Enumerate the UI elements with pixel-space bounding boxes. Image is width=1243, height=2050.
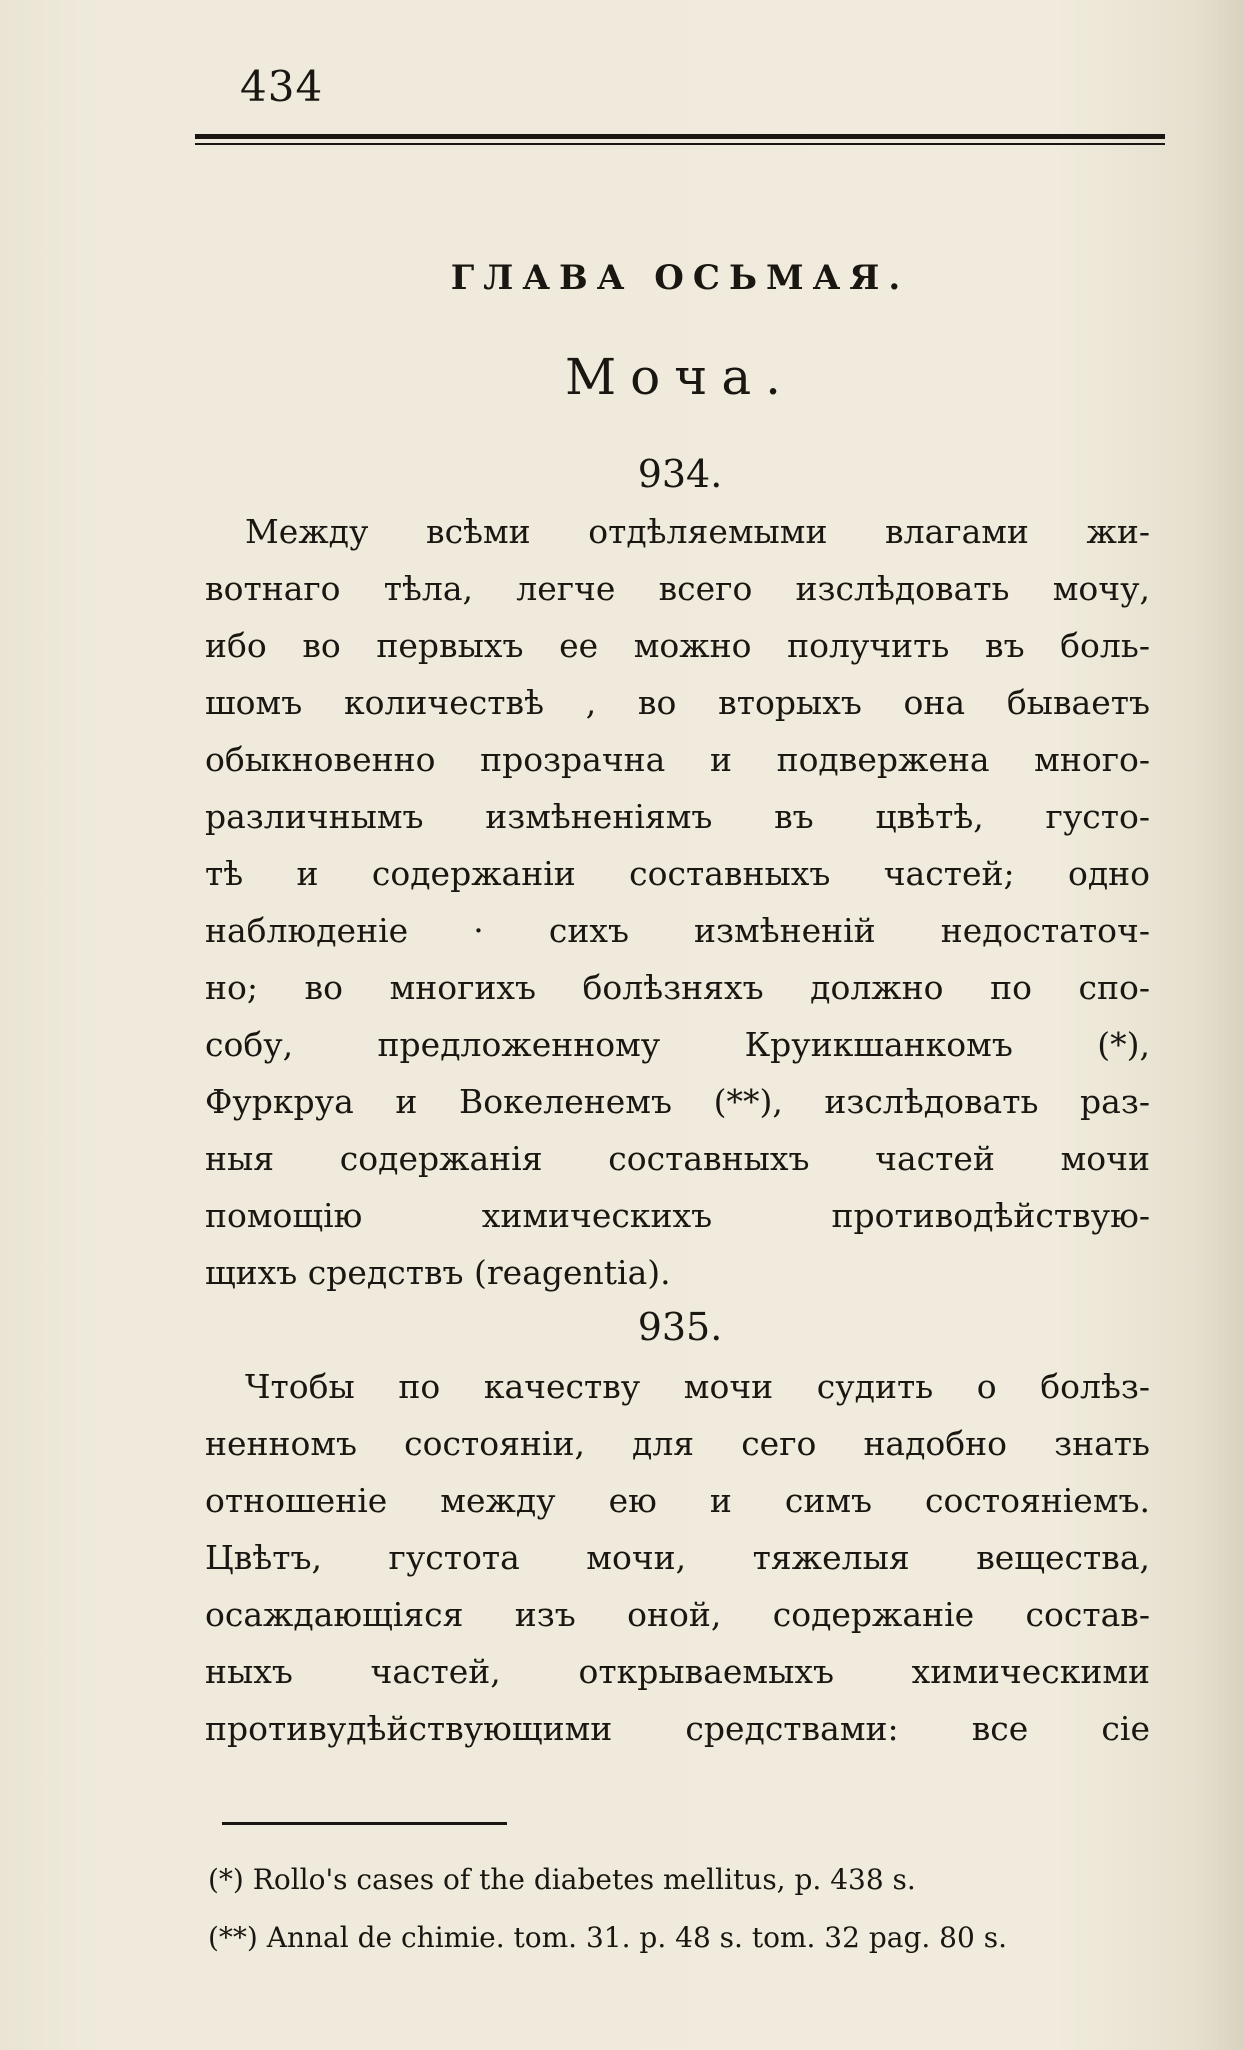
text-line: ныя содержанія составныхъ частей мочи (205, 1139, 1150, 1178)
text-line: наблюденіе · сихъ измѣненій недостаточ- (205, 911, 1150, 950)
chapter-title: ГЛАВА ОСЬМАЯ. (450, 258, 910, 298)
text-line: собу, предложенному Круикшанкомъ (*), (205, 1025, 1150, 1064)
paragraph-number: 934. (637, 452, 723, 496)
text-line: но; во многихъ болѣзняхъ должно по спо- (205, 968, 1150, 1007)
text-line: Чтобы по качеству мочи судить о болѣз- (245, 1367, 1150, 1406)
text-line: Цвѣтъ, густота мочи, тяжелыя вещества, (205, 1538, 1150, 1577)
text-line: ненномъ состояніи, для сего надобно знать (205, 1424, 1150, 1463)
text-line: щихъ средствъ (reagentia). (205, 1253, 671, 1292)
text-line: Фуркруа и Вокеленемъ (**), изслѣдовать раз- (205, 1082, 1150, 1121)
text-line: обыкновенно прозрачна и подвержена много- (205, 740, 1150, 779)
page-number: 434 (240, 62, 324, 111)
text-line: Между всѣми отдѣляемыми влагами жи- (245, 512, 1150, 551)
text-line: шомъ количествѣ , во вторыхъ она бываетъ (205, 683, 1150, 722)
text-line: противудѣйствующими средствами: все сіе (205, 1709, 1150, 1748)
text-line: ныхъ частей, открываемыхъ химическими (205, 1652, 1150, 1691)
header-rule-thick (195, 134, 1165, 139)
footnote: (*) Rollo's cases of the diabetes mellitus, p. 438 s. (208, 1863, 916, 1896)
text-line: помощію химическихъ противодѣйствую- (205, 1196, 1150, 1235)
text-line: отношеніе между ею и симъ состояніемъ. (205, 1481, 1150, 1520)
text-line: ибо во первыхъ ее можно получить въ боль- (205, 626, 1150, 665)
text-line: тѣ и содержаніи составныхъ частей; одно (205, 854, 1150, 893)
text-line: вотнаго тѣла, легче всего изслѣдовать мочу, (205, 569, 1150, 608)
text-line: различнымъ измѣненіямъ въ цвѣтѣ, густо- (205, 797, 1150, 836)
footnote-rule (222, 1822, 507, 1825)
paragraph-number: 935. (637, 1305, 723, 1349)
header-rule-thin (195, 143, 1165, 145)
footnote: (**) Annal de chimie. tom. 31. p. 48 s. tom. 32 pag. 80 s. (208, 1921, 1007, 1954)
section-title: Моча. (564, 348, 796, 406)
text-line: осаждающіяся изъ оной, содержаніе состав- (205, 1595, 1150, 1634)
